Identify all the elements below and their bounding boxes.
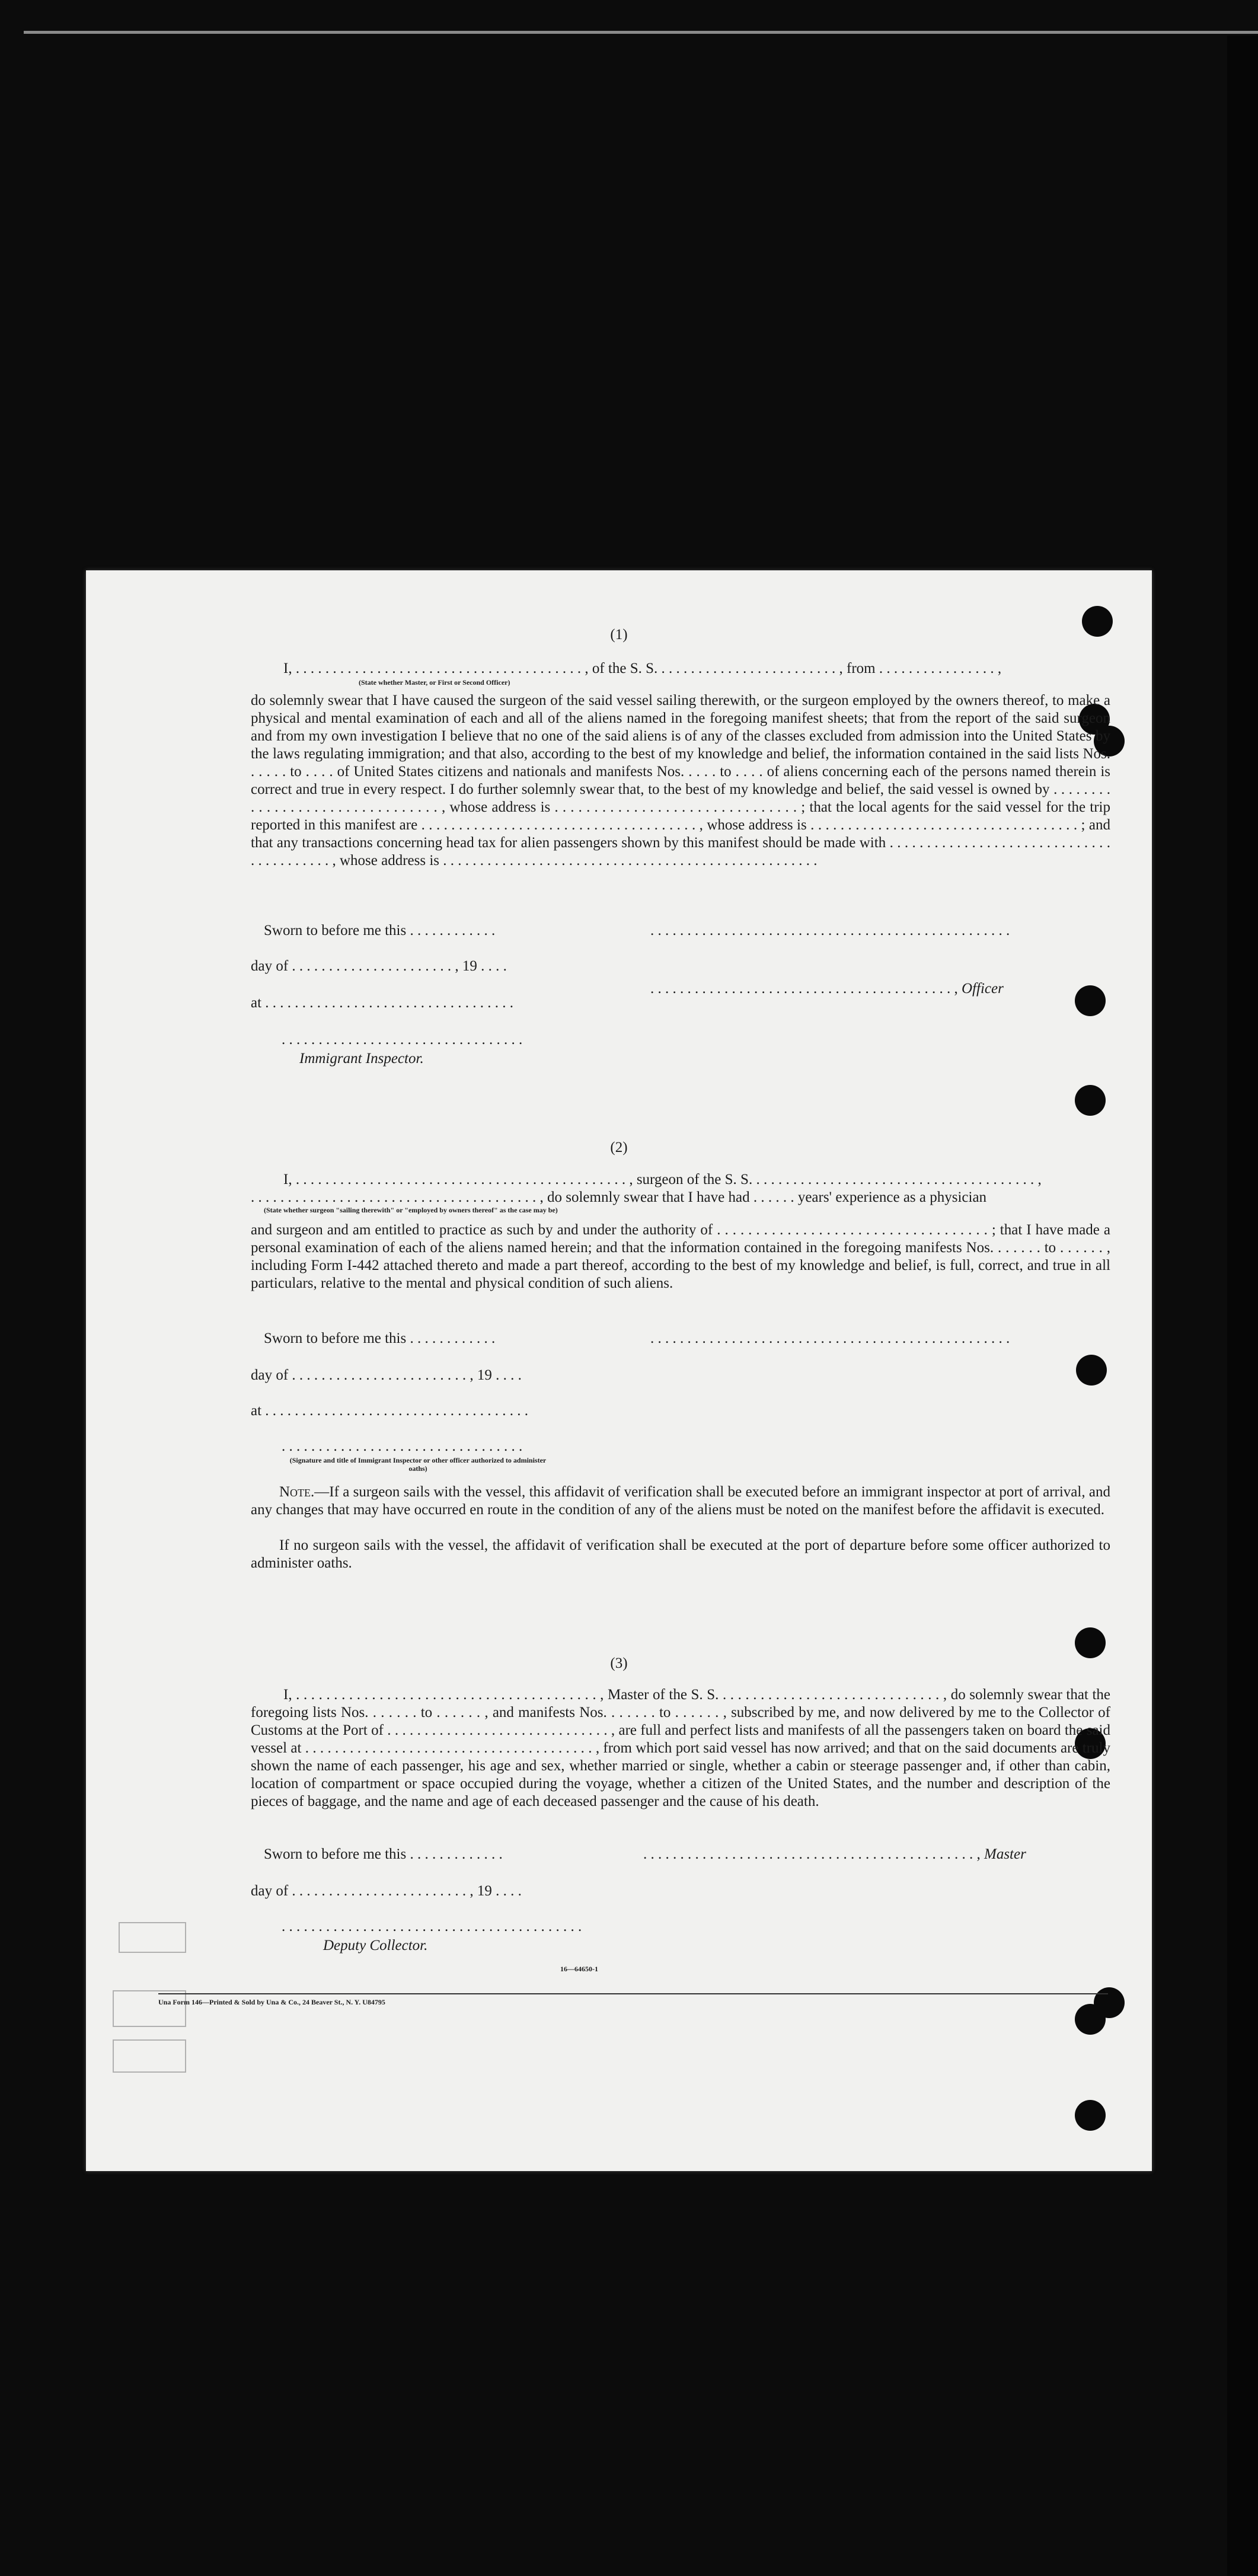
note-1-text: —If a surgeon sails with the vessel, this affidavit of verification shall be executed before an immigrant inspector at port of arrival, and any changes that may have occurred en route in the condition of any of the aliens must be noted on the manifest before the affidavit is executed. — [251, 1484, 1110, 1518]
section-3-number: (3) — [610, 1655, 628, 1671]
officer-label: Officer — [962, 981, 1004, 997]
section-3-sworn: Sworn to before me this . . . . . . . . . . . . . — [264, 1846, 503, 1862]
section-1-first-line: I, . . . . . . . . . . . . . . . . . . . . . . . . . . . . . . . . . . . . . . . , of the S. S. . . . . . . . . . . . . . . . . . . . . . . . . , from . . . . . . . . . . . . . . . . , — [283, 660, 1002, 676]
section-2-at: at . . . . . . . . . . . . . . . . . . . . . . . . . . . . . . . . . . . . — [251, 1403, 529, 1419]
bleed-through-stamp — [113, 1990, 186, 2027]
bleed-through-stamp — [113, 2039, 186, 2073]
section-2-inspector-line: . . . . . . . . . . . . . . . . . . . . . . . . . . . . . . . . . — [282, 1438, 523, 1454]
section-2-number: (2) — [610, 1139, 628, 1155]
section-1-at: at . . . . . . . . . . . . . . . . . . . . . . . . . . . . . . . . . . — [251, 995, 514, 1011]
section-2-first-line: I, . . . . . . . . . . . . . . . . . . . . . . . . . . . . . . . . . . . . . . . . . . . . . , surgeon of the S. S. . . . . . . . . . . . . . . . . . . . . . . . . . . . . . . . . . . . . . . , — [283, 1172, 1042, 1188]
form-page — [86, 570, 1152, 2171]
section-3-master-line — [643, 1845, 1026, 1863]
note-label: Note. — [279, 1484, 315, 1500]
section-1-signature-line: . . . . . . . . . . . . . . . . . . . . . . . . . . . . . . . . . . . . . . . . . . . . . . . . . — [650, 922, 1010, 939]
master-dots: . . . . . . . . . . . . . . . . . . . . . . . . . . . . . . . . . . . . . . . . . . . . . , — [643, 1846, 981, 1862]
scanner-edge-line — [24, 31, 1258, 34]
section-1-officer-line — [650, 979, 1004, 998]
section-2-caption: (State whether surgeon "sailing therewith" or "employed by owners thereof" as the case may be) — [264, 1206, 558, 1214]
section-3-collector-label: Deputy Collector. — [323, 1937, 428, 1953]
printer-imprint: Una Form 146—Printed & Sold by Una & Co., 24 Beaver St., N. Y. U84795 — [158, 1998, 385, 2006]
punch-hole-icon — [1075, 1085, 1106, 1116]
form-code: 16—64650-1 — [560, 1965, 598, 1973]
section-1-sworn: Sworn to before me this . . . . . . . . . . . . — [264, 922, 496, 939]
section-2-inspector-caption: (Signature and title of Immigrant Inspector or other officer authorized to administer oaths) — [289, 1456, 547, 1473]
section-1-paragraph: do solemnly swear that I have caused the surgeon of the said vessel sailing therewith, or the surgeon employed by the owners thereof, to make a physical and mental examination of each and all of the aliens named in the foregoing manifest sheets; that from the report of the said surgeon and from my own investigation I believe that no one of the said aliens is of any of the classes excluded from admission into the United States by the laws regulating immigration; and that also, according to the best of my knowledge and belief, the information contained in the said lists Nos. . . . . . to . . . . of United States citizens and nationals and manifests Nos. . . . . to . . . . of aliens concerning each of the persons named therein is correct and true in every respect. I do further solemnly swear that, to the best of my knowledge and belief, the said vessel is owned by . . . . . . . . . . . . . . . . . . . . . . . . . . . . . . . . , whose address is . . . . . . . . . . . . . . . . . . . . . . . . . . . . . . . ; that the local agents for the said vessel for the trip reported in this manifest are . . . . . . . . . . . . . . . . . . . . . . . . . . . . . . . . . . . . . , whose address is . . . . . . . . . . . . . . . . . . . . . . . . . . . . . . . . . . . . ; and that any transactions concerning head tax for alien passengers shown by this manifest should be made with . . . . . . . . . . . . . . . . . . . . . . . . . . . . . . . . . . . . . . . . . , whose address is . . . . . . . . . . . . . . . . . . . . . . . . . . . . . . . . . . . . . . . . . . . . . . . . . . . — [251, 692, 1110, 869]
section-1-day: day of . . . . . . . . . . . . . . . . . . . . . . , 19 . . . . — [251, 958, 507, 974]
bleed-through-stamp — [119, 1922, 186, 1953]
section-3-collector-line: . . . . . . . . . . . . . . . . . . . . . . . . . . . . . . . . . . . . . . . . . — [282, 1919, 582, 1935]
punch-hole-icon — [1075, 985, 1106, 1016]
section-2-sworn: Sworn to before me this . . . . . . . . . . . . — [264, 1330, 496, 1346]
punch-hole-icon — [1076, 1355, 1107, 1386]
section-3-paragraph: I, . . . . . . . . . . . . . . . . . . . . . . . . . . . . . . . . . . . . . . . . , Master of the S. S. . . . . . . . . . . . . . . . . . . . . . . . . . . . . . , do solemnly swear that the foregoing lists Nos. . . . . . . to . . . . . . , and manifests Nos. . . . . . . to . . . . . . , subscribed by me, and now delivered by me to the Collector of Customs at the Port of . . . . . . . . . . . . . . . . . . . . . . . . . . . . . . , are full and perfect lists and manifests of all the passengers taken on board the said vessel at . . . . . . . . . . . . . . . . . . . . . . . . . . . . . . . . . . . . . . . , from which port said vessel has now arrived; and that on the said documents are truly shown the name of each passenger, his age and sex, whether married or single, whether a cabin or steerage passenger and, if other than cabin, location of compartment or space occupied during the voyage, whether a citizen of the United States, and the number and description of the pieces of baggage, and the name and age of each deceased passenger and the cause of his death. — [251, 1687, 1110, 1809]
section-2-second-line: . . . . . . . . . . . . . . . . . . . . . . . . . . . . . . . . . . . . . . . , do solemnly swear that I have had . . . . . . years' experience as a physician — [251, 1189, 987, 1205]
section-1-number: (1) — [610, 627, 628, 643]
section-2-note-2: If no surgeon sails with the vessel, the affidavit of verification shall be executed at the port of departure before some officer authorized to administer oaths. — [251, 1537, 1110, 1571]
section-3-day: day of . . . . . . . . . . . . . . . . . . . . . . . . , 19 . . . . — [251, 1883, 522, 1899]
section-2-note-1 — [251, 1483, 1110, 1519]
section-2-day: day of . . . . . . . . . . . . . . . . . . . . . . . . , 19 . . . . — [251, 1367, 522, 1383]
master-label: Master — [984, 1846, 1026, 1862]
punch-hole-icon — [1075, 2004, 1106, 2035]
footer-rule — [158, 1993, 1108, 1994]
film-edge-strip — [1227, 36, 1258, 2576]
section-1-inspector-label: Immigrant Inspector. — [299, 1051, 424, 1067]
punch-hole-icon — [1075, 2100, 1106, 2131]
section-1-inspector-line: . . . . . . . . . . . . . . . . . . . . . . . . . . . . . . . . . — [282, 1032, 523, 1048]
section-2-paragraph: and surgeon and am entitled to practice as such by and under the authority of . . . . . . . . . . . . . . . . . . . . . . . . . . . . . . . . . . . ; that I have made a personal examination of each of the aliens named herein; and that the information contained in the foregoing manifests Nos. . . . . . . to . . . . . . , including Form I-442 attached thereto and made a part thereof, according to the best of my knowledge and belief, is full, correct, and true in all particulars, relative to the mental and physical condition of such aliens. — [251, 1222, 1110, 1291]
section-1-caption: (State whether Master, or First or Second Officer) — [359, 678, 510, 687]
section-2-signature-line: . . . . . . . . . . . . . . . . . . . . . . . . . . . . . . . . . . . . . . . . . . . . . . . . . — [650, 1330, 1010, 1346]
officer-dots: . . . . . . . . . . . . . . . . . . . . . . . . . . . . . . . . . . . . . . . . . , — [650, 981, 958, 997]
